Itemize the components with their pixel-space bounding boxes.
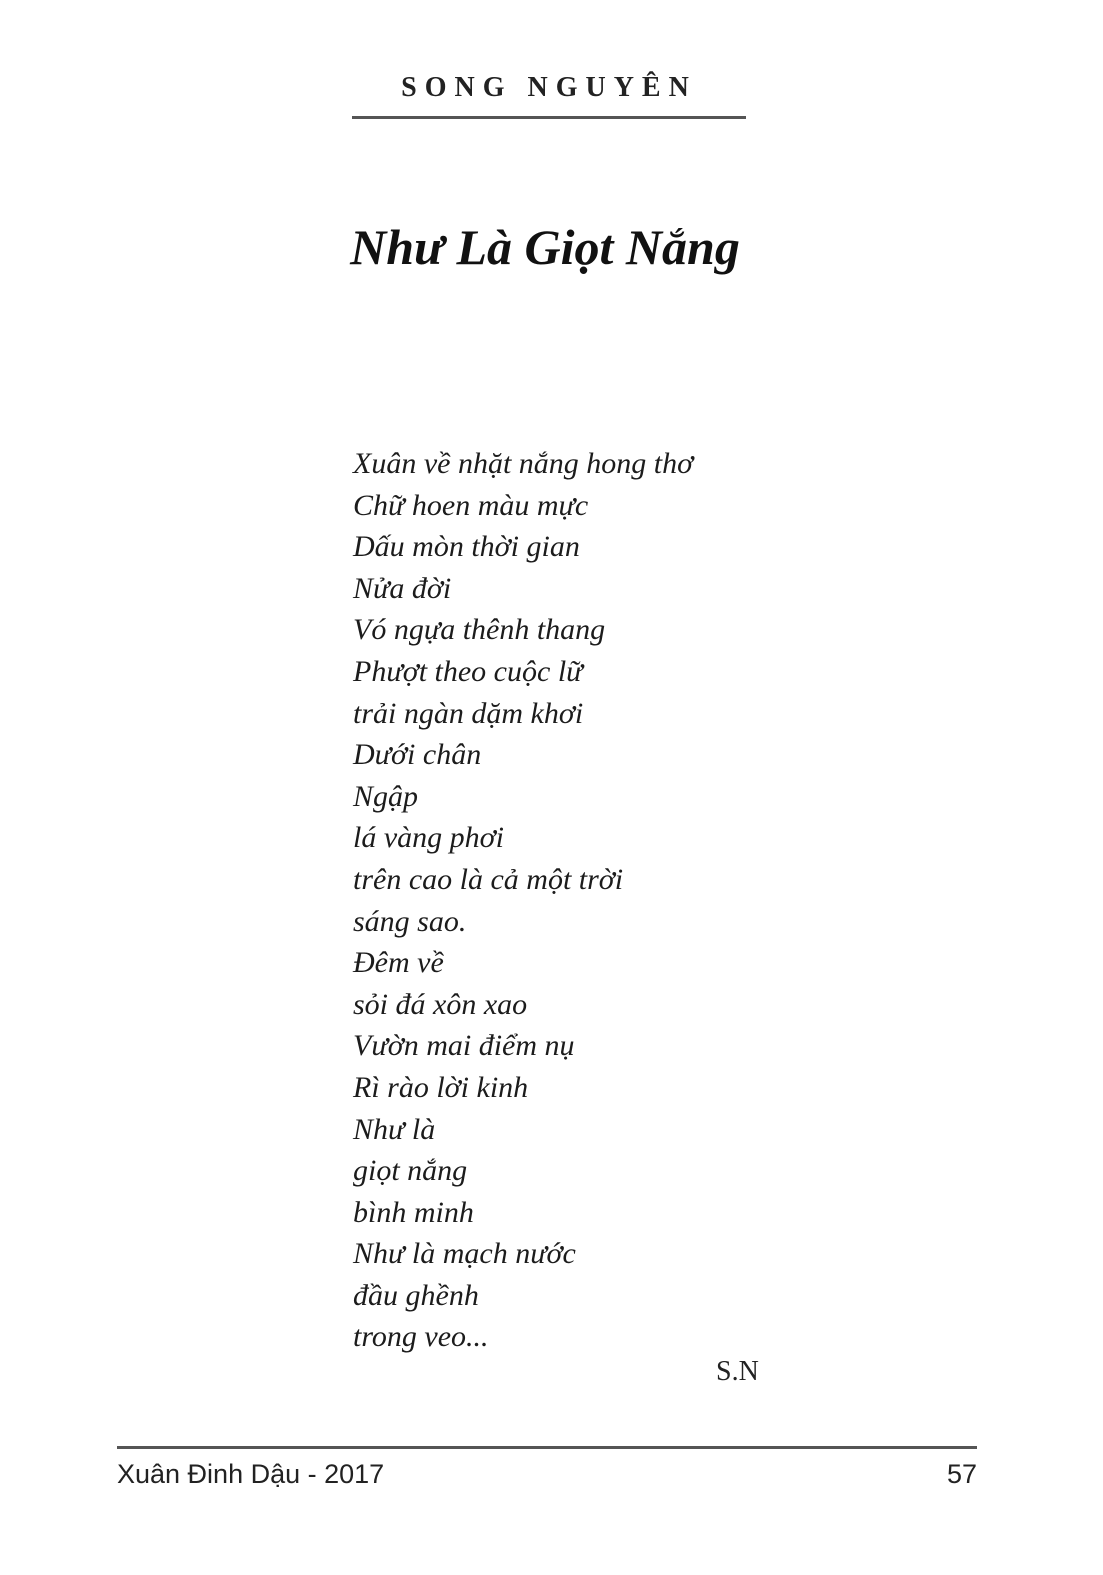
poem-line: Đêm về [353,946,444,980]
poem-line: Nửa đời [353,571,452,605]
author-name: SONG NGUYÊN [401,72,697,103]
publication-name: Xuân Đinh Dậu - 2017 [117,1459,385,1489]
poem-title: Như Là Giọt Nắng [350,219,740,275]
footer-divider [117,1446,977,1449]
poem-line: Chữ hoen màu mực [353,488,589,522]
header-divider [352,116,746,119]
page-number: 57 [946,1459,977,1489]
poem-line: Phượt theo cuộc lữ [353,654,583,688]
poem-line: Như là mạch nước [353,1237,576,1271]
poem-line: Rì rào lời kinh [353,1070,529,1104]
poem-line: sỏi đá xôn xao [353,987,528,1021]
poem-line: Ngập [353,779,419,813]
poem-line: lá vàng phơi [353,821,504,855]
poem-line: Vườn mai điểm nụ [353,1029,575,1063]
poem-line: bình minh [353,1195,474,1229]
poem-line: trong veo... [353,1320,489,1354]
poem-line: trên cao là cả một trời [353,862,624,896]
poem-line: trải ngàn dặm khơi [353,696,584,730]
poem-line: Dưới chân [353,738,482,772]
poem-line: Dấu mòn thời gian [353,530,580,564]
poem-line: Vó ngựa thênh thang [353,613,606,647]
poem-line: đầu ghềnh [353,1278,479,1312]
poem-line: Xuân về nhặt nắng hong thơ [353,447,694,480]
signature: S.N [716,1356,759,1387]
poem-body [353,443,693,1358]
poem-line: Như là [353,1112,436,1146]
poem-line: sáng sao. [353,904,467,938]
poem-line: giọt nắng [353,1154,468,1188]
